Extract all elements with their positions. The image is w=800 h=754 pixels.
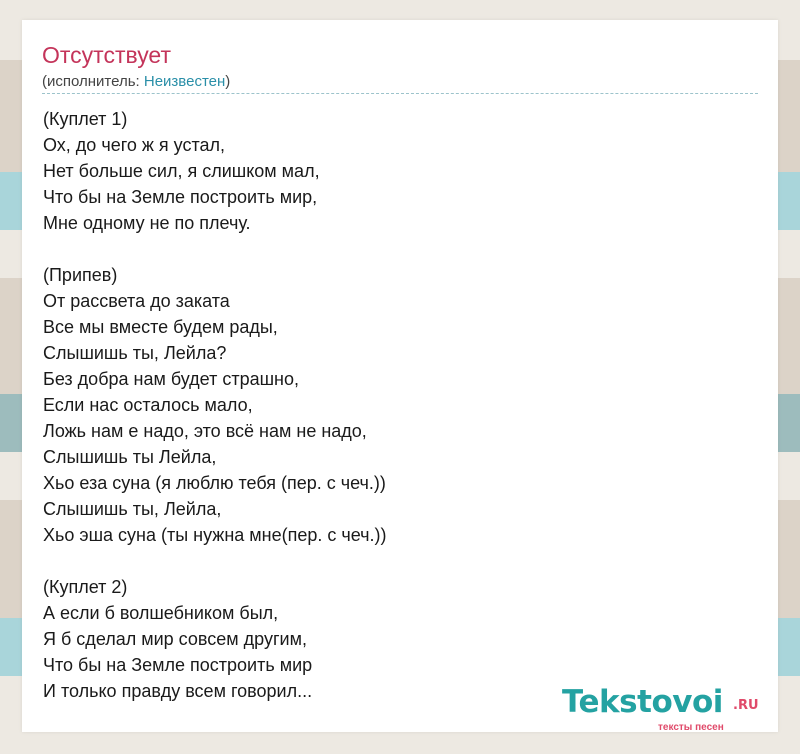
lyric-line: Я б сделал мир совсем другим, — [43, 629, 307, 649]
lyric-line: Мне одному не по плечу. — [43, 213, 251, 233]
site-logo[interactable] — [562, 684, 772, 736]
lyric-line — [43, 236, 743, 262]
lyric-line: (Куплет 1) — [43, 109, 128, 129]
lyric-line: Слышишь ты, Лейла, — [43, 499, 222, 519]
logo-domain: .RU — [733, 698, 759, 713]
artist-suffix: ) — [225, 73, 231, 90]
lyric-line: Если нас осталось мало, — [43, 395, 253, 415]
lyrics-card — [22, 20, 778, 732]
song-title: Отсутствует — [42, 42, 171, 68]
lyric-line: (Припев) — [43, 265, 118, 285]
lyric-line: И только правду всем говорил... — [43, 681, 313, 701]
lyric-line: Что бы на Земле построить мир — [43, 655, 313, 675]
lyrics-text — [43, 106, 743, 704]
lyric-line: А если б волшебником был, — [43, 603, 279, 623]
lyric-line: Все мы вместе будем рады, — [43, 317, 278, 337]
lyric-line — [43, 548, 743, 574]
lyric-line: (Куплет 2) — [43, 577, 128, 597]
lyric-line: Хьо эша суна (ты нужна мне(пер. с чеч.)) — [43, 525, 387, 545]
lyric-line: Без добра нам будет страшно, — [43, 369, 299, 389]
artist-line — [42, 73, 230, 90]
lyric-line: Слышишь ты, Лейла? — [43, 343, 227, 363]
lyric-line: Ложь нам е надо, это всё нам не надо, — [43, 421, 367, 441]
title-divider — [42, 93, 758, 94]
logo-subtitle: тексты песен — [658, 722, 724, 733]
artist-prefix: (исполнитель: — [42, 73, 144, 90]
lyric-line: Ох, до чего ж я устал, — [43, 135, 226, 155]
lyric-line: Что бы на Земле построить мир, — [43, 187, 318, 207]
lyric-line: Нет больше сил, я слишком мал, — [43, 161, 320, 181]
lyric-line: От рассвета до заката — [43, 291, 230, 311]
artist-link[interactable]: Неизвестен — [143, 73, 226, 90]
lyric-line: Слышишь ты Лейла, — [43, 447, 217, 467]
lyric-line: Хьо еза суна (я люблю тебя (пер. с чеч.)) — [43, 473, 386, 493]
logo-wordmark: Tekstovoi — [562, 684, 723, 720]
